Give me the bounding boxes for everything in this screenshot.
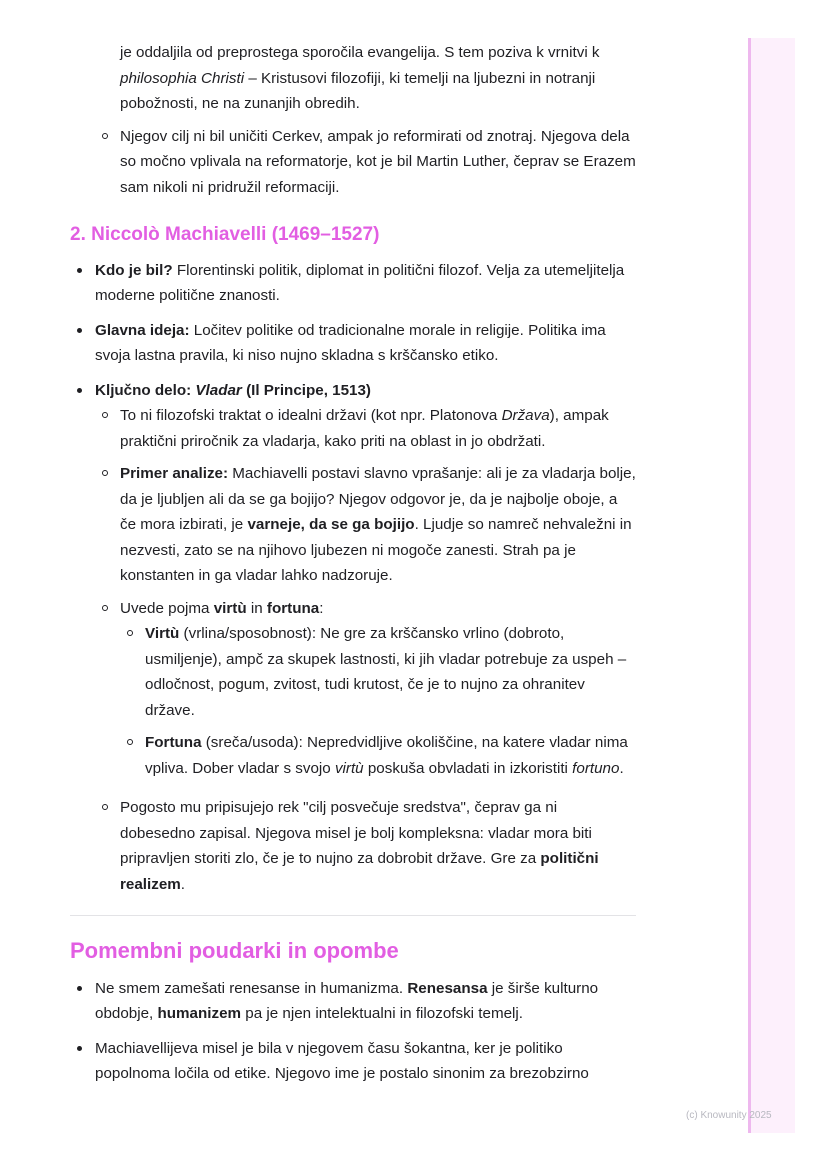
- section-heading: Pomembni poudarki in opombe: [70, 938, 399, 963]
- list-item: [70, 1036, 636, 1087]
- list-item: [120, 730, 636, 781]
- text: ), ampak praktični priročnik za vladarja, kako priti na oblast in jo obdržati.: [120, 407, 609, 450]
- bullet-list: [70, 976, 636, 1087]
- list-item: [70, 378, 636, 898]
- text: Uvede pojma: [120, 599, 214, 617]
- paragraph-continuation: [70, 40, 636, 117]
- bold-text: Glavna ideja:: [95, 321, 190, 339]
- text: – Kristusovi filozofiji, ki temelji na ljubezni in notranji pobožnosti, ne na zunanjih obredih.: [120, 69, 596, 112]
- text: To ni filozofski traktat o idealni državi (kot npr. Platonova: [120, 407, 502, 424]
- text: je oddaljila od preprostega sporočila evangelija. S tem poziva k vrnitvi k: [120, 44, 600, 61]
- text: pa je njen intelektualni in filozofski temelj.: [241, 1005, 524, 1022]
- bold-text: politični realizem: [120, 850, 599, 893]
- text: Florentinski politik, diplomat in politični filozof. Velja za utemeljitelja moderne politične znanosti.: [95, 261, 625, 304]
- document-content: [70, 40, 636, 1096]
- list-item-text: [95, 378, 636, 404]
- list-item: [70, 258, 636, 309]
- bold-text: Vladar: [195, 381, 242, 399]
- text: . Ljudje so namreč nehvaležni in nezvesti, zato se na njihovo ljubezen ni mogoče zanesti. Strah pa je konstanten in ga vladar lahko nadzoruje.: [120, 516, 632, 584]
- italic-text: fortuno: [572, 759, 620, 777]
- list-item-text: [120, 596, 636, 622]
- text: (sreča/usoda): Nepredvidljive okoliščine, na katere vladar nima vpliva. Dober vladar s svojo: [145, 734, 628, 777]
- list-item: [70, 318, 636, 369]
- bold-text: Primer analize:: [120, 465, 229, 482]
- list-item: [95, 403, 636, 454]
- text: Machiavellijeva misel je bila v njegovem času šokantna, ker je politiko popolnoma ločila od etike. Njegovo ime je postalo sinonim za brezobzirno: [95, 1039, 589, 1082]
- sub-list: [95, 403, 636, 897]
- bullet-list: [70, 258, 636, 898]
- text: Machiavelli postavi slavno vprašanje: ali je za vladarja bolje, da je ljubljen ali da se ga bojijo? Njegov odgovor je, da je najbolje oboje, a če mora izbirati, je: [120, 465, 636, 533]
- italic-text: philosophia Christi: [120, 69, 245, 87]
- bold-text: Ključno delo:: [95, 381, 196, 399]
- watermark: (c) Knowunity 2025: [686, 1110, 772, 1121]
- italic-text: Država: [501, 407, 550, 424]
- text: :: [319, 599, 324, 617]
- text: poskuša obvladati in izkoristiti: [363, 759, 573, 777]
- section-heading: 2. Niccolò Machiavelli (1469–1527): [70, 224, 380, 245]
- text: je širše kulturno obdobje,: [95, 979, 599, 1022]
- text: in: [246, 599, 267, 617]
- sub-list: [95, 124, 636, 201]
- bold-text: virtù: [213, 599, 247, 617]
- bold-text: Kdo je bil?: [95, 261, 173, 279]
- italic-text: virtù: [334, 759, 364, 777]
- list-item: [95, 596, 636, 782]
- bold-text: (Il Principe, 1513): [241, 381, 371, 399]
- bold-text: Virtù: [145, 625, 180, 642]
- list-item: [120, 621, 636, 723]
- text: Ne smem zamešati renesanse in humanizma.: [95, 979, 408, 997]
- bold-text: Renesansa: [407, 979, 488, 997]
- bold-text: Fortuna: [145, 734, 202, 751]
- text: Ločitev politike od tradicionalne morale in religije. Politika ima svoja lastna pravila, ki niso nujno skladna s krščansko etiko.: [95, 321, 606, 364]
- list-item: [95, 795, 636, 897]
- list-item: [95, 124, 636, 201]
- list-item: [70, 976, 636, 1027]
- text: Njegov cilj ni bil uničiti Cerkev, ampak jo reformirati od znotraj. Njegova dela so močno vplivala na reformatorje, kot je bil Martin Luther, čeprav se Erazem sam nikoli ni pridružil reformaciji.: [120, 127, 636, 196]
- margin-panel: [748, 38, 795, 1133]
- text: Pogosto mu pripisujejo rek "cilj posvečuje sredstva", čeprav ga ni dobesedno zapisal. Njegova misel je bolj kompleksna: vladar mora biti pripravljen storiti zlo, če je to nujno za dobrobit države. Gre za: [120, 799, 592, 867]
- text: .: [619, 759, 624, 777]
- sub-sub-list: [120, 621, 636, 781]
- bold-text: fortuna: [266, 599, 320, 617]
- text: .: [180, 875, 186, 893]
- text: (vrlina/sposobnost): Ne gre za krščansko vrlino (dobroto, usmiljenje), ampč za skupek lastnosti, ki jih vladar potrebuje za uspeh – odločnost, pogum, zvitost, tudi krutost, če je to nujno za ohranitev države.: [145, 625, 627, 719]
- list-item: [95, 461, 636, 589]
- divider: [70, 915, 636, 916]
- bold-text: humanizem: [157, 1005, 242, 1022]
- bold-text: varneje, da se ga bojijo: [247, 516, 415, 533]
